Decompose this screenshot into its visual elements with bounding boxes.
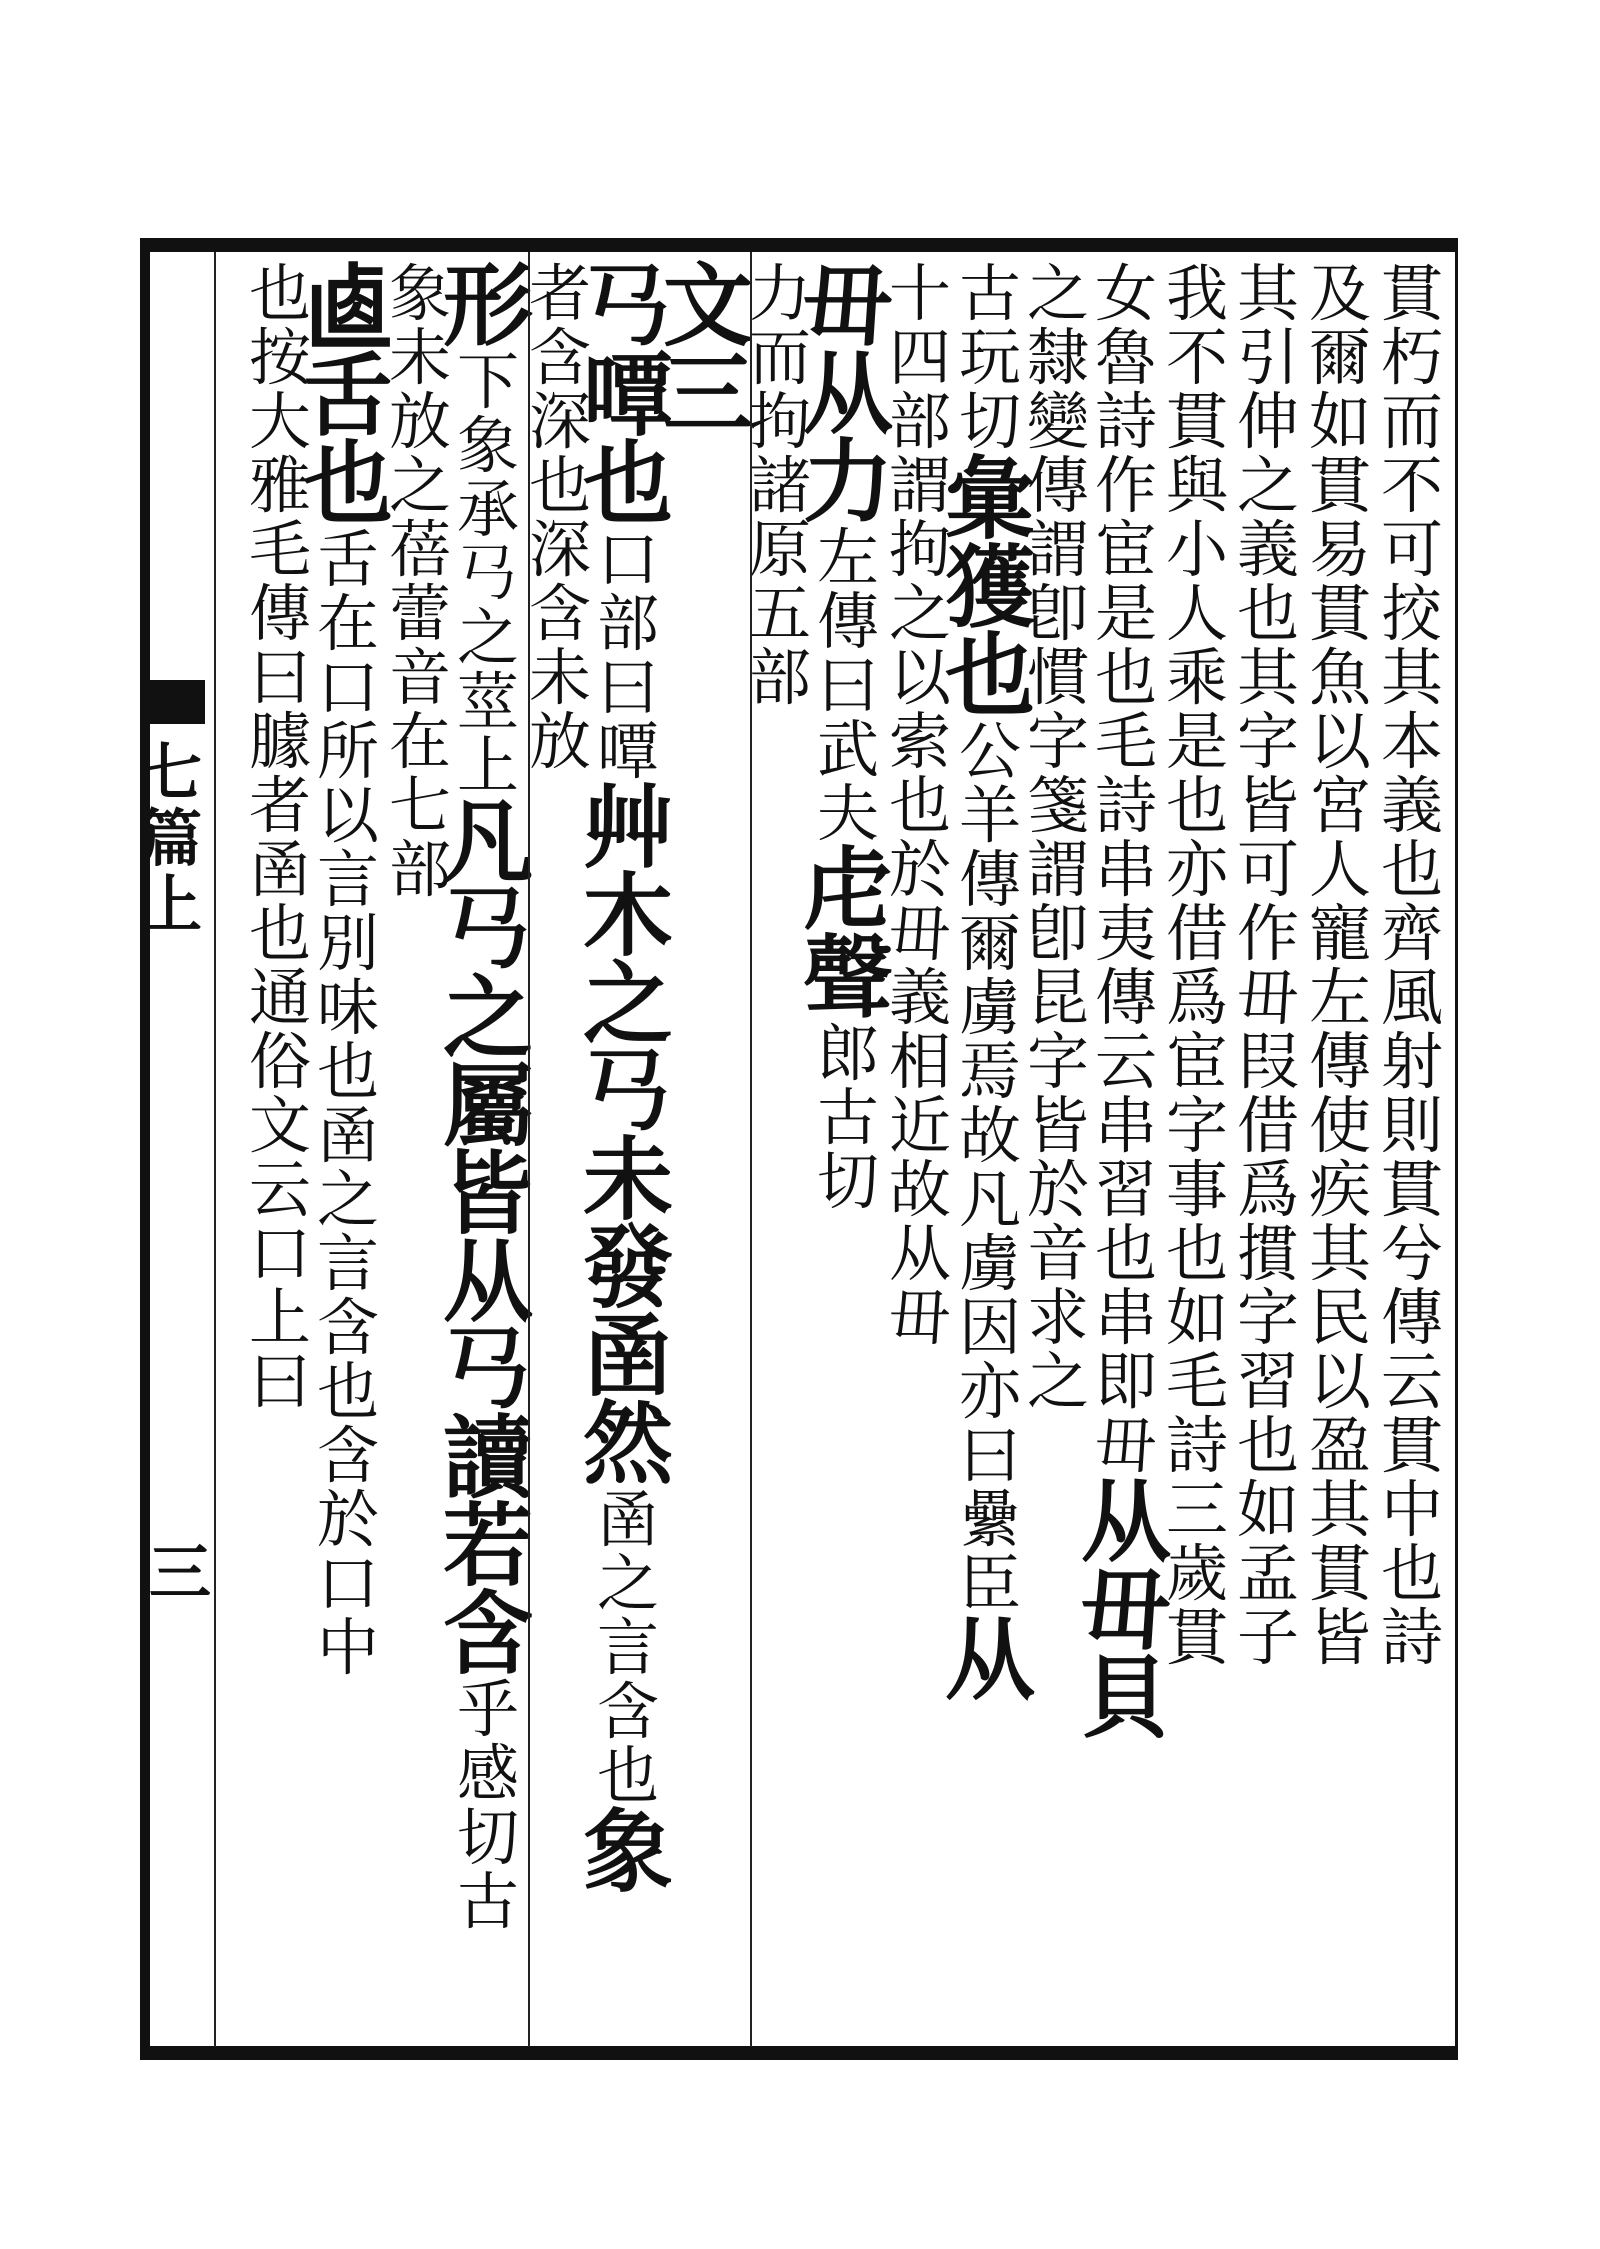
column-8-segment-1: 十 四 部 [888,257,951,458]
column-9-segment-4: 郎 古 切 [816,1017,879,1218]
column-13-segment-2: 深 含 未 放 [528,513,591,778]
column-12-segment-3: 口 部 曰 嘾 [596,523,659,788]
column-7-segment-4: 公 羊 傳 爾 虜 焉 故 凡 虜 因 亦 曰 纍 臣 [958,715,1021,1620]
column-10-segment-2: 五 部 [748,577,811,714]
text-column-12 [583,254,673,2042]
text-column-2 [1300,257,1380,2042]
text-column-9 [803,253,893,2042]
column-14-segment-3: 凡 𢎘 之 屬 皆 从 𢎘 讀 若 含 [443,789,533,1687]
column-15-segment-1: 象 未 放 之 蓓 蕾 [388,257,451,650]
column-7-segment-3: 獲 也 [945,535,1035,729]
column-3-segment-1: 其 引 伸 之 義 也 其 字 皆 可 作 毌 叚 借 爲 摜 字 習 也 如 孟 子 [1236,257,1299,1674]
column-9-segment-3: 虍 聲 [803,837,893,1031]
column-divider-3 [214,252,216,2047]
column-9-segment-1: 毌 从 力 [803,253,893,535]
text-column-11 [663,253,753,2042]
column-11-segment-1: 文 三 [663,253,753,447]
column-divider-1 [750,252,752,2047]
column-7-segment-2: 𢑥 [945,446,1035,552]
text-column-17 [240,257,320,2042]
column-12-segment-1: 𢎘 [583,254,673,360]
column-16-segment-1: 𠧴 [303,254,393,360]
column-12-segment-4: 艸 木 之 𢎘 未 發 圅 然 [583,775,673,1497]
column-12-segment-6: 象 [583,1799,673,1905]
margin-title: 七篇上 [140,736,203,941]
column-2-segment-1: 及 爾 如 貫 易 貫 魚 以 宮 人 寵 左 傳 使 疾 其 民 以 盈 其 貫 皆 [1308,257,1371,1674]
column-5-segment-1: 女 魯 詩 作 宦 是 也 毛 詩 串 夷 傳 云 串 習 也 串 即 毌 [1094,257,1157,1482]
text-column-1 [1372,257,1452,2042]
column-14-segment-1: 形 [443,253,533,359]
text-column-14 [443,253,533,2042]
column-4-segment-1: 我 不 貫 與 小 人 乘 是 也 亦 借 爲 宦 字 事 也 如 毛 詩 三 歲 貫 [1165,257,1228,1674]
text-column-10 [740,257,820,2042]
column-12-segment-2: 嘾 也 [583,343,673,537]
column-1-segment-1: 貫 朽 而 不 可 挍 其 本 義 也 齊 風 射 則 貫 兮 傳 云 貫 中 也 詩 [1380,257,1443,1674]
column-17-segment-1: 也 按 大 雅 毛 傳 曰 臄 者 圅 也 通 俗 文 云 口 上 曰 [248,257,311,1418]
column-12-segment-5: 圅 之 言 含 也 [596,1483,659,1812]
column-9-segment-2: 左 傳 曰 武 夫 [816,521,879,850]
column-6-segment-1: 之 隸 變 傳 謂 卽 慣 字 箋 謂 卽 昆 字 皆 於 音 求 之 [1026,257,1089,1418]
column-15-segment-2: 音 在 七 部 [388,641,451,906]
column-14-segment-4: 乎 感 切 古 [456,1673,519,1938]
column-14-segment-2: 下 象 承 𢎘 之 莖 上 [456,345,519,802]
column-7-segment-1: 古 玩 切 [958,257,1021,458]
column-divider-2 [528,252,530,2047]
column-16-segment-3: 舌 在 口 所 以 言 別 味 也 圅 之 言 含 也 含 於 口 中 [316,523,379,1684]
text-column-7 [945,257,1035,2042]
column-7-segment-5: 从 [945,1607,1035,1713]
column-13-segment-1: 者 含 深 也 [528,257,591,522]
column-8-segment-2: 謂 拘 之 以 索 也 於 毌 義 相 近 故 从 毌 [888,449,951,1354]
column-10-segment-1: 力 而 拘 諸 原 [748,257,811,586]
column-5-segment-2: 从 毌 貝 [1081,1469,1171,1751]
text-column-16 [303,254,393,2042]
text-column-5 [1081,257,1171,2042]
text-column-4 [1157,257,1237,2042]
margin-block-mark [145,680,205,724]
margin-page-number: 三 [148,1536,211,1609]
column-16-segment-2: 舌 也 [303,343,393,537]
text-column-3 [1228,257,1308,2042]
